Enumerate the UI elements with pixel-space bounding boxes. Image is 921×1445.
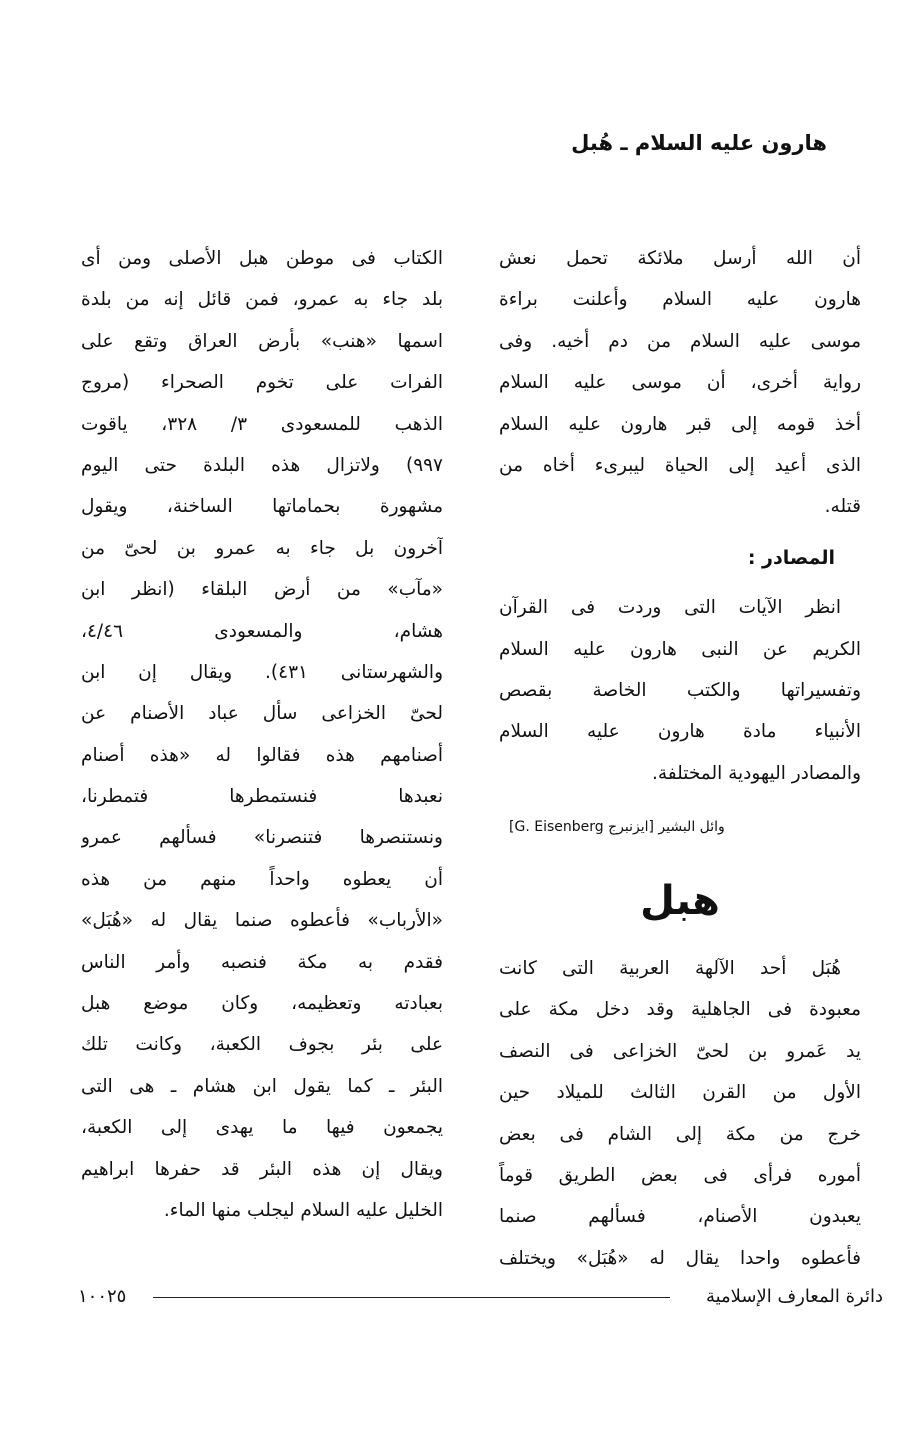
- text-line: بلد جاء به عمرو، فمن قائل إنه من بلدة: [81, 289, 443, 311]
- text-line: بعبادته وتعظيمه، وكان موضع هبل: [81, 993, 443, 1015]
- text-line: انظر الآيات التى وردت فى القرآن: [499, 597, 841, 619]
- article-paragraph: [499, 948, 861, 1279]
- text-line: خرج من مكة إلى الشام فى بعض: [499, 1123, 861, 1145]
- text-line: الكريم عن النبى هارون عليه السلام: [499, 638, 861, 660]
- text-line: الأول من القرن الثالث للميلاد حين: [499, 1082, 861, 1104]
- text-line: آخرون بل جاء به عمرو بن لحىّ من: [81, 537, 443, 559]
- text-line: الأنبياء مادة هارون عليه السلام: [499, 721, 861, 743]
- text-line: أن الله أرسل ملائكة تحمل نعش: [499, 248, 861, 269]
- text-line: والمصادر اليهودية المختلفة.: [651, 762, 861, 784]
- text-line: أن يعطوه واحداً منهم من هذه: [81, 868, 443, 890]
- text-line: معبودة فى الجاهلية وقد دخل مكة على: [499, 999, 861, 1021]
- running-title: هارون عليه السلام ـ هُبل: [571, 131, 827, 155]
- text-line: الذى أعيد إلى الحياة ليبرىء أخاه من: [499, 454, 861, 476]
- right-column: [499, 238, 861, 1279]
- sources-heading: المصادر :: [747, 546, 835, 569]
- text-line: لحىّ الخزاعى سأل عباد الأصنام عن: [81, 703, 443, 725]
- text-line: ويقال إن هذه البئر قد حفرها ابراهيم: [81, 1158, 443, 1180]
- text-line: البئر ـ كما يقول ابن هشام ـ هى التى: [81, 1075, 443, 1097]
- sources-paragraph: [499, 587, 861, 794]
- text-line: فأعطوه واحدا يقال له «هُبَل» ويختلف: [499, 1247, 861, 1269]
- text-line: اسمها «هنب» بأرض العراق وتقع على: [81, 330, 443, 352]
- page-footer: [78, 1278, 883, 1318]
- text-line: والشهرستانى ٤٣١). ويقال إن ابن: [81, 661, 443, 683]
- footer-divider: [153, 1297, 670, 1298]
- text-line: يجمعون فيها ما يهدى إلى الكعبة،: [81, 1117, 443, 1139]
- text-line: على بئر بجوف الكعبة، وكانت تلك: [81, 1034, 443, 1056]
- text-line: رواية أخرى، أن موسى عليه السلام: [499, 372, 861, 394]
- text-line: هارون عليه السلام وأعلنت براءة: [499, 289, 861, 311]
- text-line: هشام، والمسعودى ٤/٤٦،: [81, 620, 443, 642]
- text-line: قتله.: [824, 496, 861, 518]
- publication-title: دائرة المعارف الإسلامية: [705, 1286, 883, 1307]
- text-line: الكتاب فى موطن هبل الأصلى ومن أى: [81, 248, 443, 269]
- text-line: «مآب» من أرض البلقاء (انظر ابن: [81, 579, 443, 601]
- text-line: «الأرباب» فأعطوه صنما يقال له «هُبَل»: [81, 910, 443, 932]
- text-line: ٩٩٧) ولاتزال هذه البلدة حتى اليوم: [81, 454, 443, 476]
- text-line: فقدم به مكة فنصبه وأمر الناس: [81, 951, 443, 973]
- text-line: نعبدها فنستمطرها فتمطرنا،: [81, 786, 443, 808]
- author-attribution: وائل البشير [ايزنبرج G. Eisenberg]: [509, 819, 725, 836]
- left-column: [81, 238, 443, 1231]
- article-title: هبل: [640, 878, 720, 925]
- text-line: أصنامهم هذه فقالوا له «هذه أصنام: [81, 744, 443, 766]
- text-line: مشهورة بحماماتها الساخنة، ويقول: [81, 496, 443, 518]
- text-line: الخليل عليه السلام ليجلب منها الماء.: [163, 1199, 443, 1221]
- text-line: ونستنصرها فتنصرنا» فسألهم عمرو: [81, 827, 443, 849]
- text-line: هُبَل أحد الآلهة العربية التى كانت: [499, 958, 841, 980]
- text-line: أخذ قومه إلى قبر هارون عليه السلام: [499, 413, 861, 435]
- text-line: يعبدون الأصنام، فسألهم صنما: [499, 1206, 861, 1228]
- intro-paragraph: [499, 238, 861, 528]
- text-line: وتفسيراتها والكتب الخاصة بقصص: [499, 679, 861, 701]
- page-number: ١٠٠٢٥: [78, 1286, 127, 1307]
- text-line: الذهب للمسعودى ٣/ ٣٢٨، ياقوت: [81, 413, 443, 435]
- text-line: الفرات على تخوم الصحراء (مروج: [81, 372, 443, 394]
- text-line: يد عَمرو بن لحىّ الخزاعى فى النصف: [499, 1040, 861, 1062]
- text-line: موسى عليه السلام من دم أخيه. وفى: [499, 330, 861, 352]
- text-line: أموره فرأى فى بعض الطريق قوماً: [499, 1165, 861, 1187]
